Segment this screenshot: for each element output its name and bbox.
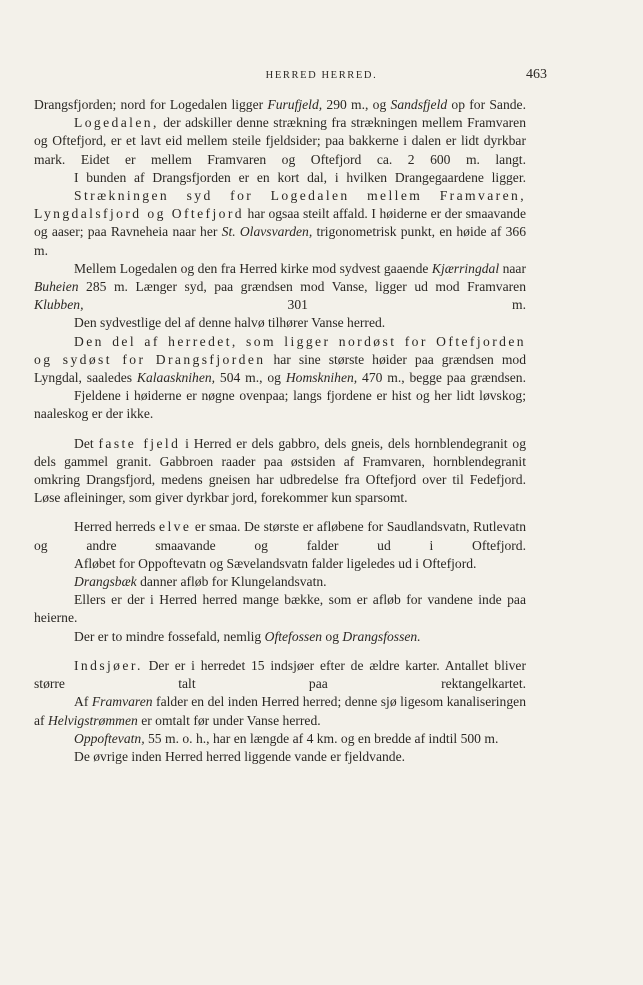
paragraph-1: Drangsfjorden; nord for Logedalen ligger Furufjeld, 290 m., og Sandsfjeld op for Sande. <box>34 97 526 112</box>
paragraph-13: Ellers er der i Herred herred mange bække, som er afløb for vandene inde paa heierne. <box>34 592 526 626</box>
paragraph-12: Drangsbæk danner afløb for Klungelandsvatn. <box>74 574 327 590</box>
paragraph-9: Det faste fjeld i Herred er dels gabbro, dels gneis, dels hornblendegranit og dels gammel granit. Gabbroen raader paa østsiden af Framvaren, hornblendegranit omkring Drangsfjord, medens gneisen har udbredelse fra Oftefjord over til Fedefjord. Løse afleininger, som giver dyrkbar jord, forekommer kun sparsomt. <box>34 435 527 506</box>
paragraph-14: Der er to mindre fossefald, nemlig Oftefossen og Drangsfossen. <box>74 628 421 644</box>
body-text <box>34 96 526 766</box>
running-title: HERRED HERRED. <box>265 70 378 81</box>
paragraph-7: Den del af herredet, som ligger nordøst for Oftefjorden og sydøst for Drangsfjorden har sine største høider paa grændsen mod Lyngdal, saaledes Kalaasknihen, 504 m., og Homsknihen, 470 m., begge paa grændsen. <box>34 333 527 386</box>
page-number: 463 <box>526 67 547 82</box>
section-gap <box>34 507 526 518</box>
paragraph-16: Af Framvaren falder en del inden Herred herred; denne sjø ligesom kanaliseringen af Helvigstrømmen er omtalt før under Vanse herred. <box>34 694 526 728</box>
paragraph-15: Indsjøer. Der er i herredet 15 indsjøer efter de ældre karter. Antallet bliver større talt paa rektangelkartet. <box>34 657 526 692</box>
paragraph-4: Strækningen syd for Logedalen mellem Framvaren, Lyngdalsfjord og Oftefjord har ogsaa steilt affald. I høiderne er der smaavande og aaser; paa Ravneheia naar her St. Olavsvarden, trigonometrisk punkt, en høide af 366 m. <box>34 188 526 258</box>
paragraph-18: De øvrige inden Herred herred liggende vande er fjeldvande. <box>74 748 406 764</box>
paragraph-8: Fjeldene i høiderne er nøgne ovenpaa; langs fjordene er hist og her lidt løvskog; naaleskog er der ikke. <box>34 388 526 422</box>
page-header <box>0 66 643 86</box>
paragraph-5: Mellem Logedalen og den fra Herred kirke mod sydvest gaaende Kjærringdal naar Buheien 285 m. Længer syd, paa grændsen mod Vanse, ligger ud mod Framvaren Klubben, 301 m. <box>34 260 526 313</box>
section-gap <box>34 424 526 435</box>
paragraph-6: Den sydvestlige del af denne halvø tilhører Vanse herred. <box>74 315 386 331</box>
paragraph-17: Oppoftevatn, 55 m. o. h., har en længde af 4 km. og en bredde af indtil 500 m. <box>74 730 499 746</box>
section-gap <box>34 646 526 657</box>
paragraph-3: I bunden af Drangsfjorden er en kort dal, i hvilken Drangegaardene ligger. <box>74 169 526 185</box>
paragraph-2: Logedalen, der adskiller denne strækning fra strækningen mellem Framvaren og Oftefjord, er et lavt eid mellem steile fjeldsider; paa bakkerne i dalen er lidt dyrkbar mark. Eidet er mellem Framvaren og Oftefjord ca. 2 600 m. langt. <box>34 115 526 167</box>
paragraph-10: Herred herreds elve er smaa. De største er afløbene for Saudlandsvatn, Rutlevatn og andre smaavande og falder ud i Oftefjord. <box>34 519 527 553</box>
paragraph-11: Afløbet for Oppoftevatn og Sævelandsvatn falder ligeledes ud i Oftefjord. <box>74 555 477 571</box>
